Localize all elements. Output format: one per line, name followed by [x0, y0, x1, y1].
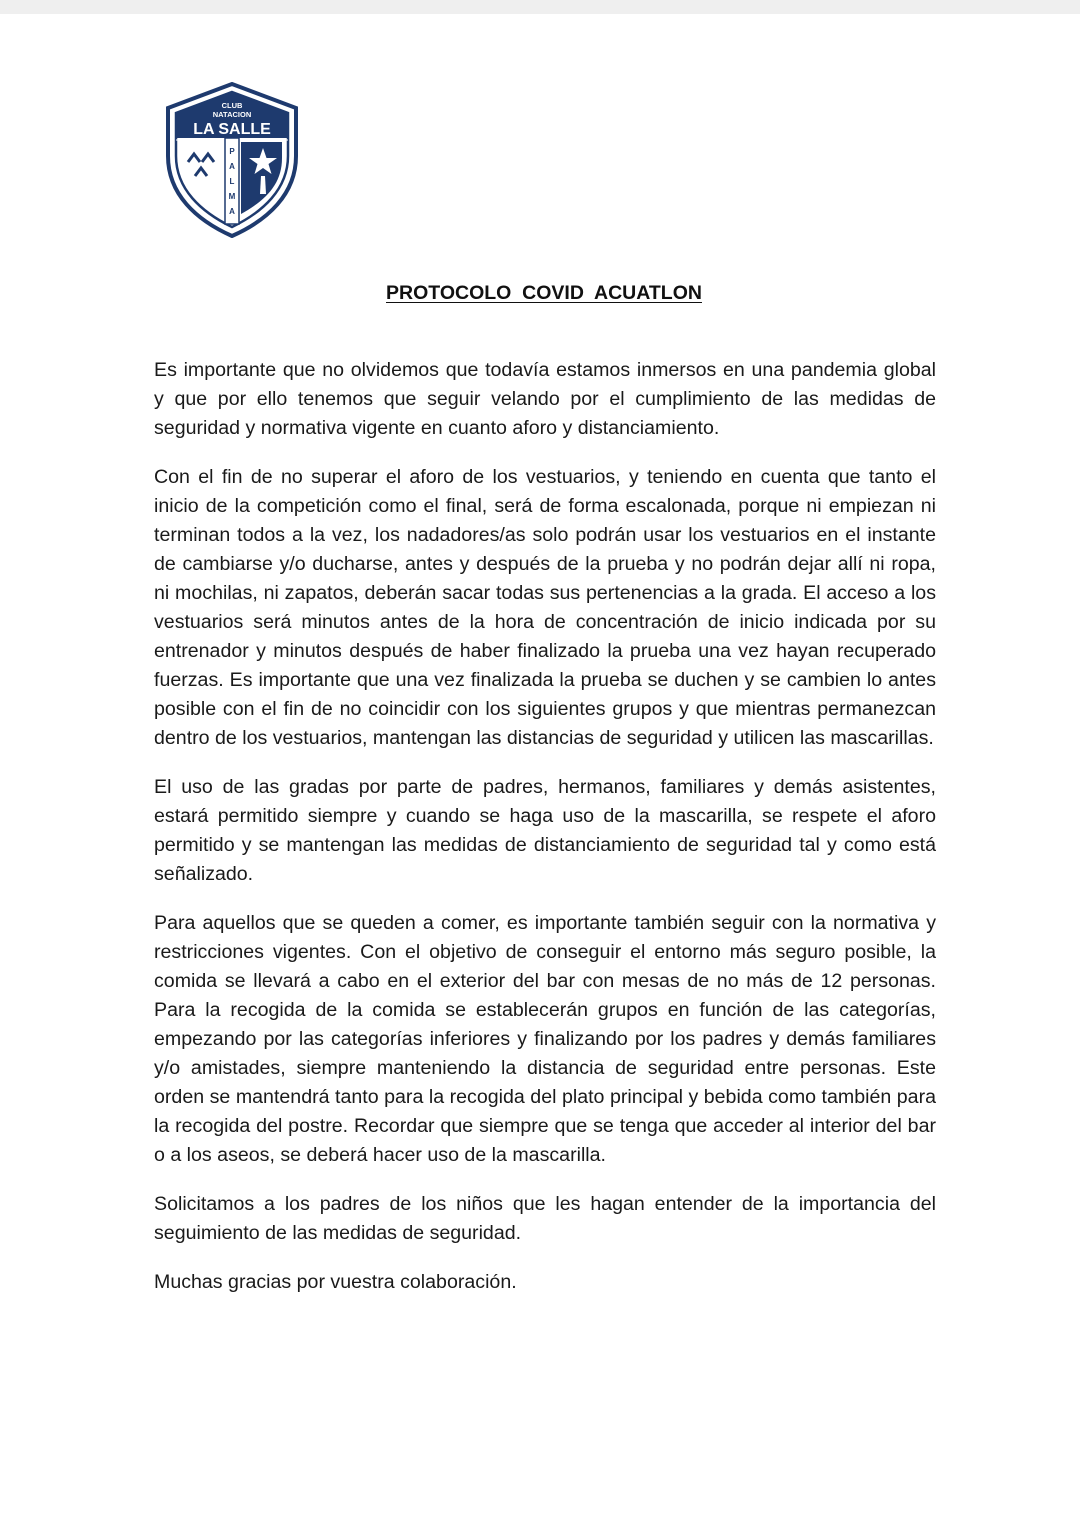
paragraph-gradas: El uso de las gradas por parte de padres, hermanos, familiares y demás asistentes, estará permitido siempre y cuando se haga uso de la mascarilla, se respete el aforo permitido y se mantengan las medidas de distanciamiento de seguridad tal y como está señalizado. — [154, 776, 936, 885]
document-body — [154, 356, 936, 1317]
logo-line-club: CLUB — [221, 101, 243, 110]
logo-letter-m: M — [228, 192, 236, 201]
paragraph-padres: Solicitamos a los padres de los niños que les hagan entender de la importancia del seguimiento de las medidas de seguridad. — [154, 1193, 936, 1244]
logo-letter-l: L — [229, 177, 235, 186]
club-logo — [164, 82, 300, 238]
paragraph-gracias: Muchas gracias por vuestra colaboración. — [154, 1271, 517, 1293]
viewer-top-bar — [0, 0, 1080, 14]
logo-letter-p: P — [229, 147, 235, 156]
logo-letter-a1: A — [229, 162, 235, 171]
paragraph-pandemia: Es importante que no olvidemos que todavía estamos inmersos en una pandemia global y que por ello tenemos que seguir velando por el cumplimiento de las medidas de seguridad y normativa vigente en cuanto aforo y distanciamiento. — [154, 359, 936, 439]
paragraph-vestuarios: Con el fin de no superar el aforo de los vestuarios, y teniendo en cuenta que tanto el inicio de la competición como el final, será de forma escalonada, porque ni empiezan ni terminan todos a la vez, los nadadores/as solo podrán usar los vestuarios en el instante de cambiarse y/o ducharse, antes y después de la prueba y no podrán dejar allí ni ropa, ni mochilas, ni zapatos, deberán sacar todas sus pertenencias a la grada. El acceso a los vestuarios será minutos antes de la hora de concentración de inicio indicada por su entrenador y minutos después de haber finalizado la prueba una vez hayan recuperado fuerzas. Es importante que una vez finalizada la prueba se duchen y se cambien lo antes posible con el fin de no coincidir con los siguientes grupos y que mientras permanezcan dentro de los vestuarios, mantengan las distancias de seguridad y utilicen las mascarillas. — [154, 466, 936, 749]
paragraph-comida: Para aquellos que se queden a comer, es importante también seguir con la normativa y restricciones vigentes. Con el objetivo de conseguir el entorno más seguro posible, la comida se llevará a cabo en el exterior del bar con mesas de no más de 12 personas. Para la recogida de la comida se establecerán grupos en función de las categorías, empezando por las categorías inferiores y finalizando por los padres y demás familiares y/o amistades, siempre manteniendo la distancia de seguridad entre personas. Este orden se mantendrá tanto para la recogida del plato principal y bebida como también para la recogida del postre. Recordar que siempre que se tenga que acceder al interior del bar o a los aseos, se deberá hacer uso de la mascarilla. — [154, 912, 936, 1166]
document-page — [0, 14, 1080, 1538]
logo-line-natacion: NATACION — [212, 110, 252, 119]
logo-letter-a2: A — [229, 207, 235, 216]
document-title: PROTOCOLO COVID ACUATLON — [386, 282, 702, 304]
logo-line-lasalle: LA SALLE — [193, 121, 271, 138]
